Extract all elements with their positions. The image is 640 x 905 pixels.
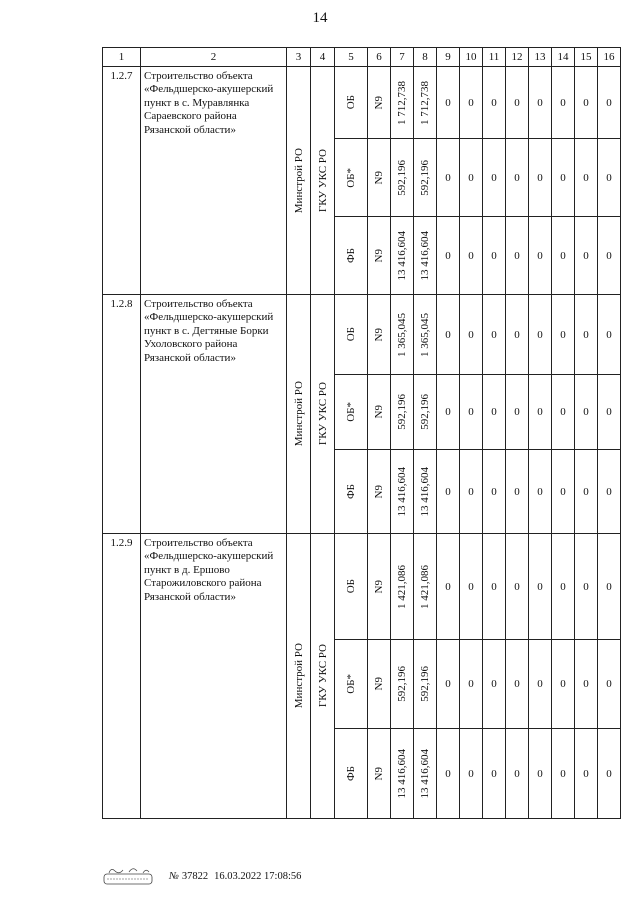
value-col8-cell	[414, 640, 437, 729]
value-col7-cell	[391, 534, 414, 640]
customer-label: ГКУ УКС РО	[316, 148, 329, 213]
value-col8: 592,196	[419, 159, 431, 196]
value-col8: 13 416,604	[419, 466, 431, 517]
value-col13: 0	[529, 139, 552, 217]
value-col8: 592,196	[419, 394, 431, 430]
value-col14: 0	[552, 534, 575, 640]
value-col7-cell	[391, 139, 414, 217]
value-col14: 0	[552, 295, 575, 375]
value-col16: 0	[598, 295, 621, 375]
row-name: Строительство объекта «Фельдшерско-акушерский пункт в д. Ершово Старожиловского района Рязанской области»	[141, 534, 287, 819]
value-col11: 0	[483, 139, 506, 217]
header-cell-9: 9	[437, 48, 460, 67]
funding-source: ФБ	[345, 765, 357, 781]
funding-code: N9	[373, 170, 385, 185]
value-col12: 0	[506, 640, 529, 729]
funding-code-cell	[368, 295, 391, 375]
funding-source-cell	[335, 640, 368, 729]
value-col9: 0	[437, 295, 460, 375]
ministry-label-cell	[287, 295, 311, 534]
budget-table	[102, 47, 621, 819]
funding-code-cell	[368, 375, 391, 450]
funding-source-cell	[335, 729, 368, 819]
value-col12: 0	[506, 217, 529, 295]
funding-source: ОБ	[345, 327, 357, 342]
table-row	[103, 534, 621, 640]
value-col12: 0	[506, 534, 529, 640]
value-col8-cell	[414, 67, 437, 139]
value-col12: 0	[506, 67, 529, 139]
value-col7-cell	[391, 450, 414, 534]
funding-source: ОБ*	[345, 674, 357, 694]
customer-label: ГКУ УКС РО	[316, 382, 329, 446]
header-cell-16: 16	[598, 48, 621, 67]
value-col9: 0	[437, 640, 460, 729]
funding-code-cell	[368, 139, 391, 217]
ministry-label: Минстрой РО	[292, 147, 305, 214]
funding-source-cell	[335, 534, 368, 640]
table-row	[103, 295, 621, 375]
funding-code: N9	[373, 95, 385, 110]
value-col7-cell	[391, 375, 414, 450]
value-col7-cell	[391, 729, 414, 819]
value-col7: 592,196	[396, 666, 408, 702]
value-col16: 0	[598, 67, 621, 139]
ministry-label-cell	[287, 534, 311, 819]
signature-stamp-icon	[103, 865, 153, 887]
value-col8-cell	[414, 729, 437, 819]
value-col9: 0	[437, 450, 460, 534]
value-col7: 1 712,738	[396, 80, 408, 125]
value-col10: 0	[460, 375, 483, 450]
value-col8: 592,196	[419, 666, 431, 702]
value-col11: 0	[483, 640, 506, 729]
value-col10: 0	[460, 729, 483, 819]
header-cell-1: 1	[103, 48, 141, 67]
header-cell-7: 7	[391, 48, 414, 67]
funding-source: ОБ	[345, 579, 357, 594]
header-cell-5: 5	[335, 48, 368, 67]
funding-code-cell	[368, 534, 391, 640]
value-col16: 0	[598, 139, 621, 217]
funding-source: ОБ*	[345, 402, 357, 422]
funding-source-cell	[335, 217, 368, 295]
row-code: 1.2.7	[103, 67, 141, 295]
value-col14: 0	[552, 450, 575, 534]
value-col8: 1 421,086	[419, 564, 431, 609]
header-cell-12: 12	[506, 48, 529, 67]
value-col15: 0	[575, 67, 598, 139]
value-col14: 0	[552, 375, 575, 450]
value-col10: 0	[460, 450, 483, 534]
value-col9: 0	[437, 534, 460, 640]
value-col13: 0	[529, 217, 552, 295]
header-cell-2: 2	[141, 48, 287, 67]
value-col7-cell	[391, 295, 414, 375]
funding-source: ОБ	[345, 95, 357, 110]
value-col16: 0	[598, 450, 621, 534]
row-code: 1.2.8	[103, 295, 141, 534]
customer-label-cell	[311, 67, 335, 295]
row-name: Строительство объекта «Фельдшерско-акушерский пункт в с. Муравлянка Сараевского района Рязанской области»	[141, 67, 287, 295]
value-col8: 13 416,604	[419, 230, 431, 281]
value-col10: 0	[460, 640, 483, 729]
value-col13: 0	[529, 534, 552, 640]
value-col9: 0	[437, 67, 460, 139]
funding-source: ФБ	[345, 247, 357, 263]
value-col8-cell	[414, 217, 437, 295]
value-col15: 0	[575, 217, 598, 295]
value-col7-cell	[391, 67, 414, 139]
header-cell-11: 11	[483, 48, 506, 67]
funding-source-cell	[335, 67, 368, 139]
value-col7: 1 365,045	[396, 312, 408, 357]
value-col7: 1 421,086	[396, 564, 408, 609]
doc-datetime: 16.03.2022 17:08:56	[214, 870, 302, 882]
value-col14: 0	[552, 67, 575, 139]
funding-code-cell	[368, 450, 391, 534]
funding-code: N9	[373, 766, 385, 781]
ministry-label-cell	[287, 67, 311, 295]
value-col11: 0	[483, 67, 506, 139]
value-col8-cell	[414, 375, 437, 450]
doc-number-sign: №	[169, 870, 179, 882]
header-cell-8: 8	[414, 48, 437, 67]
funding-source: ОБ*	[345, 167, 357, 188]
customer-label-cell	[311, 295, 335, 534]
value-col13: 0	[529, 450, 552, 534]
funding-source-cell	[335, 139, 368, 217]
funding-code: N9	[373, 484, 385, 499]
value-col8: 1 365,045	[419, 312, 431, 357]
value-col10: 0	[460, 139, 483, 217]
funding-code: N9	[373, 327, 385, 342]
value-col16: 0	[598, 640, 621, 729]
value-col12: 0	[506, 450, 529, 534]
value-col7: 13 416,604	[396, 466, 408, 517]
value-col11: 0	[483, 450, 506, 534]
value-col8-cell	[414, 534, 437, 640]
value-col15: 0	[575, 295, 598, 375]
value-col16: 0	[598, 534, 621, 640]
value-col12: 0	[506, 139, 529, 217]
value-col9: 0	[437, 217, 460, 295]
value-col15: 0	[575, 450, 598, 534]
value-col9: 0	[437, 729, 460, 819]
header-cell-4: 4	[311, 48, 335, 67]
value-col11: 0	[483, 729, 506, 819]
value-col14: 0	[552, 217, 575, 295]
funding-code-cell	[368, 67, 391, 139]
funding-code-cell	[368, 217, 391, 295]
header-cell-10: 10	[460, 48, 483, 67]
customer-label-cell	[311, 534, 335, 819]
value-col8-cell	[414, 139, 437, 217]
value-col8: 1 712,738	[419, 80, 431, 125]
funding-code-cell	[368, 640, 391, 729]
value-col7: 592,196	[396, 394, 408, 430]
funding-source-cell	[335, 295, 368, 375]
header-cell-3: 3	[287, 48, 311, 67]
value-col15: 0	[575, 534, 598, 640]
funding-code-cell	[368, 729, 391, 819]
value-col15: 0	[575, 640, 598, 729]
funding-code: N9	[373, 677, 385, 691]
value-col16: 0	[598, 375, 621, 450]
value-col13: 0	[529, 67, 552, 139]
value-col12: 0	[506, 729, 529, 819]
value-col11: 0	[483, 295, 506, 375]
value-col10: 0	[460, 67, 483, 139]
header-row	[103, 48, 621, 67]
funding-source-cell	[335, 375, 368, 450]
value-col13: 0	[529, 375, 552, 450]
doc-number: 37822	[181, 870, 209, 882]
value-col7: 13 416,604	[396, 230, 408, 281]
value-col12: 0	[506, 375, 529, 450]
value-col14: 0	[552, 139, 575, 217]
value-col14: 0	[552, 640, 575, 729]
value-col13: 0	[529, 640, 552, 729]
customer-label: ГКУ УКС РО	[316, 644, 329, 708]
table-row	[103, 67, 621, 139]
value-col11: 0	[483, 375, 506, 450]
header-cell-15: 15	[575, 48, 598, 67]
funding-code: N9	[373, 405, 385, 419]
value-col15: 0	[575, 139, 598, 217]
value-col14: 0	[552, 729, 575, 819]
header-cell-6: 6	[368, 48, 391, 67]
value-col8: 13 416,604	[419, 748, 431, 799]
value-col13: 0	[529, 729, 552, 819]
value-col7: 13 416,604	[396, 748, 408, 799]
value-col9: 0	[437, 139, 460, 217]
header-cell-13: 13	[529, 48, 552, 67]
value-col7: 592,196	[396, 159, 408, 196]
ministry-label: Минстрой РО	[292, 381, 305, 447]
funding-source: ФБ	[345, 483, 357, 499]
value-col10: 0	[460, 217, 483, 295]
value-col12: 0	[506, 295, 529, 375]
value-col15: 0	[575, 729, 598, 819]
ministry-label: Минстрой РО	[292, 643, 305, 709]
value-col8-cell	[414, 295, 437, 375]
value-col10: 0	[460, 295, 483, 375]
value-col9: 0	[437, 375, 460, 450]
row-code: 1.2.9	[103, 534, 141, 819]
value-col7-cell	[391, 640, 414, 729]
value-col16: 0	[598, 217, 621, 295]
page-number: 14	[312, 10, 328, 26]
row-name: Строительство объекта «Фельдшерско-акушерский пункт в с. Дегтяные Борки Ухоловского района Рязанской области»	[141, 295, 287, 534]
value-col8-cell	[414, 450, 437, 534]
document-footer	[103, 865, 301, 887]
value-col13: 0	[529, 295, 552, 375]
funding-source-cell	[335, 450, 368, 534]
funding-code: N9	[373, 248, 385, 263]
value-col11: 0	[483, 534, 506, 640]
value-col16: 0	[598, 729, 621, 819]
header-cell-14: 14	[552, 48, 575, 67]
funding-code: N9	[373, 579, 385, 594]
value-col10: 0	[460, 534, 483, 640]
value-col7-cell	[391, 217, 414, 295]
value-col11: 0	[483, 217, 506, 295]
value-col15: 0	[575, 375, 598, 450]
